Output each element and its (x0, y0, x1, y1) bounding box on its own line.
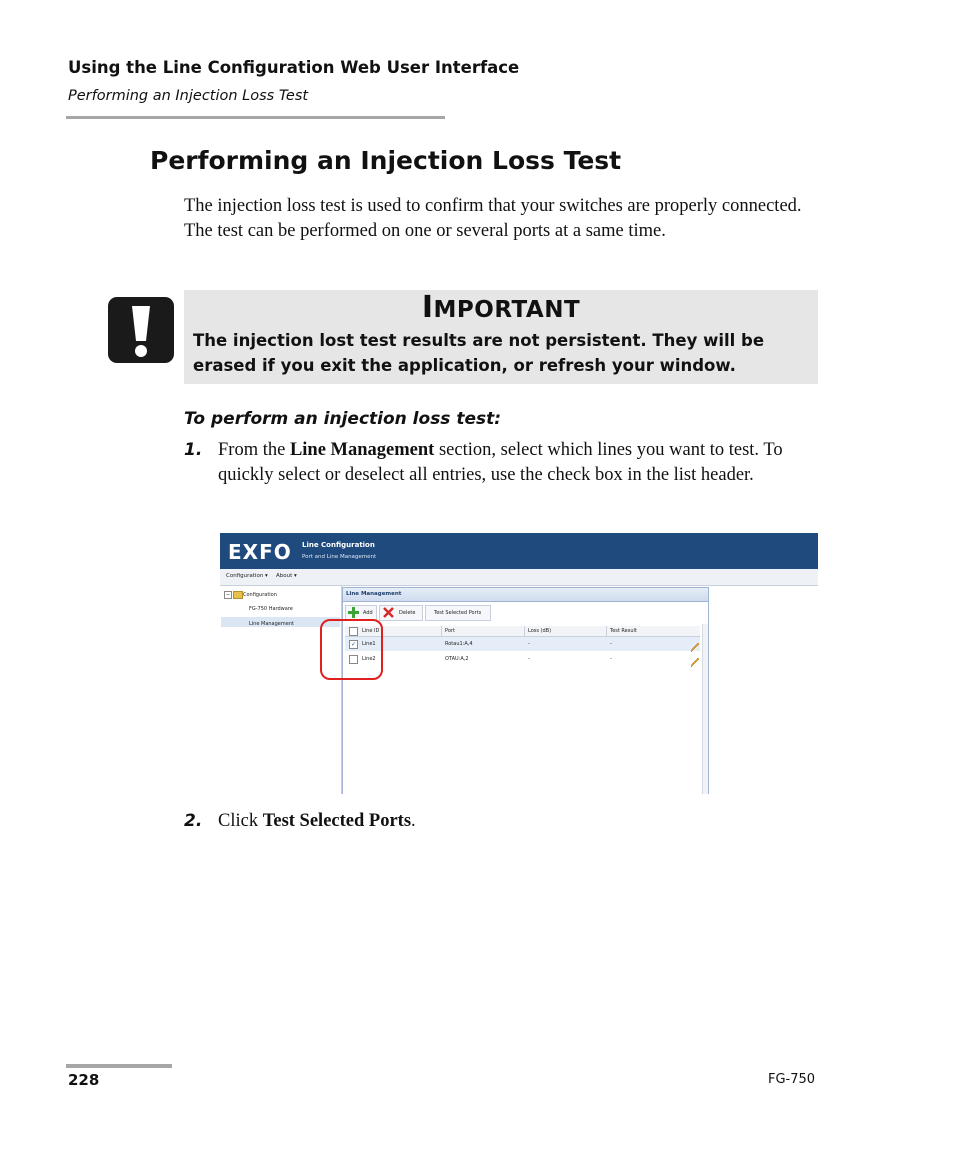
step-2-post: . (411, 811, 416, 831)
test-selected-ports-label: Test Selected Ports (434, 610, 482, 616)
cell-loss: - (528, 656, 530, 662)
footer-divider (66, 1064, 172, 1068)
line-management-panel (342, 587, 709, 794)
col-port[interactable]: Port (445, 628, 455, 634)
step-2-number: 2. (184, 811, 203, 831)
tree-collapse-icon[interactable]: − (225, 592, 231, 598)
col-line-id[interactable]: Line ID (362, 628, 380, 634)
step-2-bold: Test Selected Ports (262, 811, 412, 831)
tree-item-hardware[interactable]: FG-750 Hardware (249, 606, 293, 612)
step-1-post: section, select which lines you want to test. To quickly select or deselect all entries, use the check box in the list header. (218, 440, 783, 485)
important-title-rest: MPORTANT (433, 297, 581, 323)
intro-paragraph: The injection loss test is used to confirm that your switches are properly connected. The test can be performed on one or several ports at a same time. (184, 196, 802, 241)
step-1-text (218, 438, 818, 487)
add-label: Add (363, 610, 373, 616)
menu-configuration[interactable]: Configuration ▾ (226, 573, 268, 579)
header-divider (66, 116, 445, 119)
tree-item-configuration[interactable]: Configuration (243, 592, 277, 598)
edit-pencil-icon[interactable] (689, 638, 700, 649)
running-header-title: Using the Line Configuration Web User Interface (68, 58, 520, 77)
checkbox-highlight-circle (320, 619, 383, 680)
menu-about[interactable]: About ▾ (276, 573, 297, 579)
exfo-logo: EXFO (228, 540, 292, 564)
product-model: FG-750 (768, 1072, 816, 1087)
step-1-pre: From the (218, 440, 290, 460)
delete-icon (383, 607, 394, 618)
tree-item-line-management[interactable]: Line Management (249, 621, 294, 627)
procedure-heading: To perform an injection loss test: (184, 409, 502, 429)
cell-line-id: Line1 (362, 641, 376, 647)
line-config-screenshot (220, 533, 818, 794)
important-title (186, 290, 816, 325)
important-text: The injection lost test results are not persistent. They will be erased if you exit the application, or refresh your window. (193, 331, 765, 375)
menu-bar (220, 569, 818, 586)
panel-header (343, 588, 708, 602)
running-header-subtitle: Performing an Injection Loss Test (68, 88, 309, 104)
table-row[interactable] (345, 637, 700, 651)
cell-port: Rotau1:A,4 (445, 641, 473, 647)
cell-loss: - (528, 641, 530, 647)
delete-label: Delete (399, 610, 416, 616)
grid-header (345, 626, 700, 637)
cell-test-result: - (610, 641, 612, 647)
step-1-number: 1. (184, 440, 203, 460)
page-number: 228 (68, 1071, 100, 1089)
step-2-pre: Click (218, 811, 263, 831)
page-title: Performing an Injection Loss Test (150, 146, 622, 175)
step-2-text (218, 809, 818, 834)
panel-title: Line Management (346, 591, 402, 597)
app-banner (220, 533, 818, 569)
navigation-tree (220, 586, 342, 794)
important-exclamation-icon (107, 296, 175, 364)
folder-icon (233, 591, 243, 599)
col-divider (524, 626, 525, 636)
test-selected-ports-button[interactable] (425, 605, 491, 621)
banner-subtitle: Port and Line Management (302, 554, 377, 560)
cell-line-id: Line2 (362, 656, 376, 662)
step-1-bold: Line Management (289, 440, 435, 460)
add-icon (348, 607, 359, 618)
table-row[interactable] (345, 652, 700, 666)
banner-title: Line Configuration (302, 541, 375, 549)
delete-button[interactable] (379, 605, 423, 621)
row-checkbox[interactable]: ✓ (350, 641, 357, 648)
important-title-initial: I (421, 290, 434, 325)
col-divider (606, 626, 607, 636)
vertical-scrollbar[interactable] (702, 624, 708, 794)
edit-pencil-icon[interactable] (689, 653, 700, 664)
cell-test-result: - (610, 656, 612, 662)
cell-port: OTAU:A,2 (445, 656, 469, 662)
col-test-result[interactable]: Test Result (610, 628, 637, 634)
col-loss[interactable]: Loss (dB) (528, 628, 552, 634)
col-divider (441, 626, 442, 636)
